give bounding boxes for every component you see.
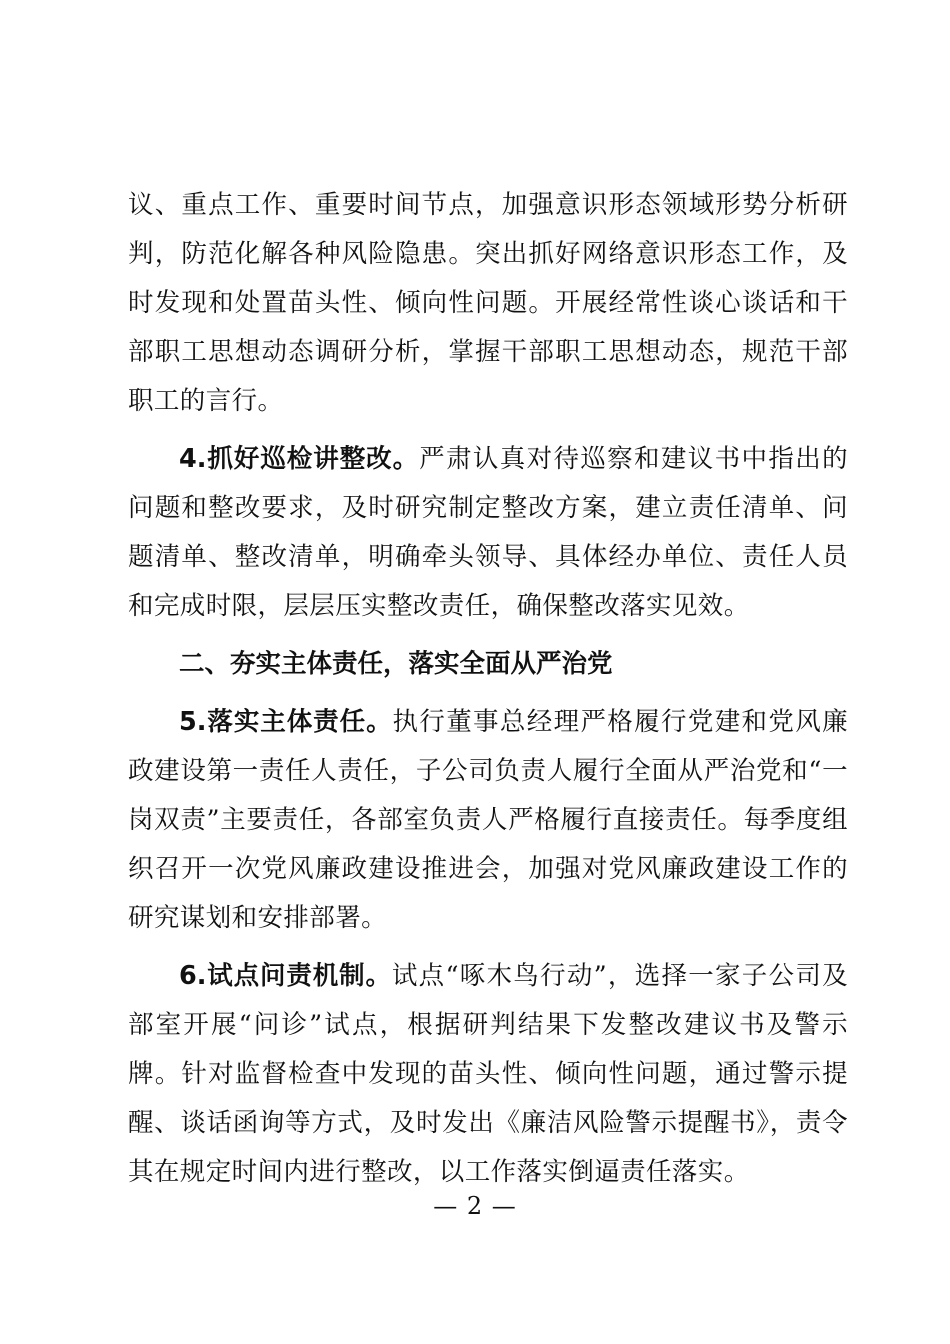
paragraph-continuation [128,181,848,426]
paragraph-item-4 [128,435,848,631]
paragraph-item-5 [128,698,848,943]
item-title: 5.落实主体责任。 [179,707,393,737]
document-body [128,181,848,1197]
item-title: 4.抓好巡检讲整改。 [179,444,420,474]
paragraph-item-6 [128,952,848,1197]
paragraph-text: 试点“啄木鸟行动”，选择一家子公司及部室开展“问诊”试点，根据研判结果下发整改建议书及警示牌。针对监督检查中发现的苗头性、倾向性问题，通过警示提醒、谈话函询等方式，及时发出《廉洁风险警示提醒书》，责令其在规定时间内进行整改，以工作落实倒逼责任落实。 [128,961,848,1187]
page-number: — 2 — [433,1192,517,1220]
paragraph-text: 严肃认真对待巡察和建议书中指出的问题和整改要求，及时研究制定整改方案，建立责任清单、问题清单、整改清单，明确牵头领导、具体经办单位、责任人员和完成时限，层层压实整改责任，确保整改落实见效。 [128,444,848,621]
section-heading-text: 二、夯实主体责任，落实全面从严治党 [179,649,613,679]
section-heading [128,640,848,689]
paragraph-text: 执行董事总经理严格履行党建和党风廉政建设第一责任人责任，子公司负责人履行全面从严治党和“一岗双责”主要责任，各部室负责人严格履行直接责任。每季度组织召开一次党风廉政建设推进会，加强对党风廉政建设工作的研究谋划和安排部署。 [128,707,848,933]
item-title: 6.试点问责机制。 [179,961,392,991]
paragraph-text: 议、重点工作、重要时间节点，加强意识形态领域形势分析研判，防范化解各种风险隐患。突出抓好网络意识形态工作，及时发现和处置苗头性、倾向性问题。开展经常性谈心谈话和干部职工思想动态调研分析，掌握干部职工思想动态，规范干部职工的言行。 [128,190,848,416]
